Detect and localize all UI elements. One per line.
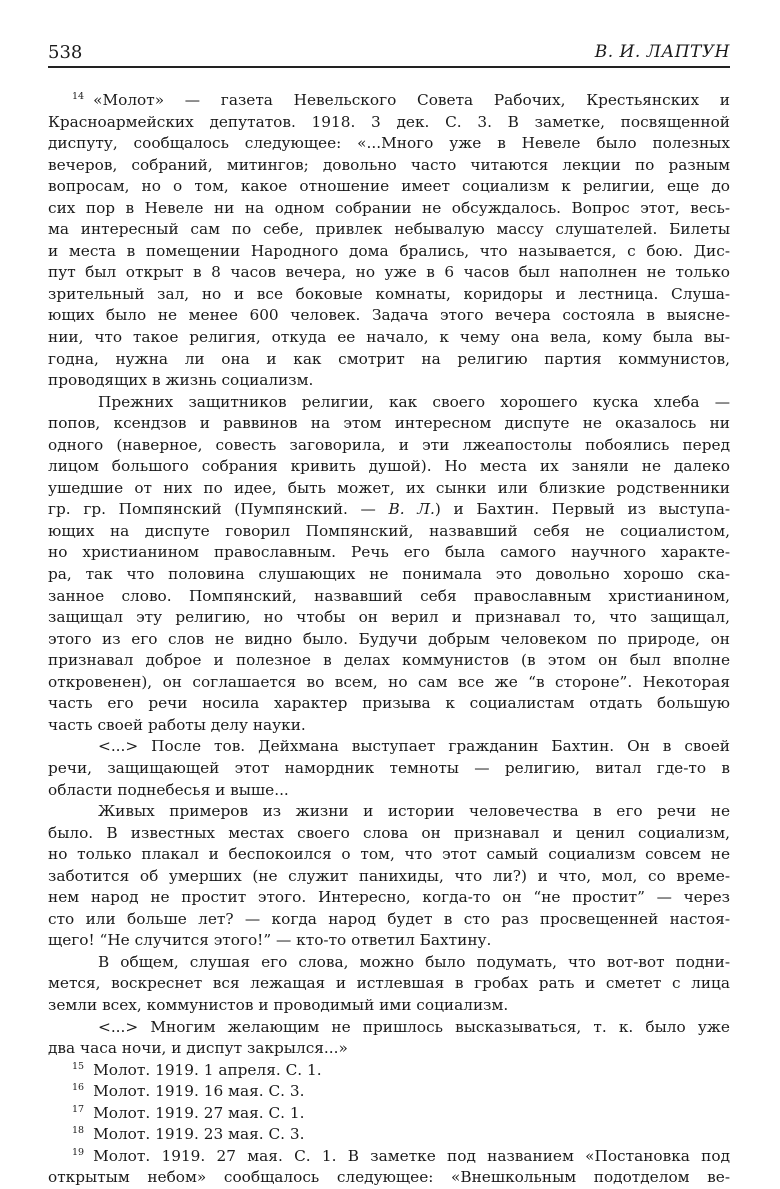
paragraph-line: речи, защищающей этот намордник темноты — религию, витал где-то в: [48, 758, 730, 777]
footnote-line: пут был открыт в 8 часов вечера, но уже в 6 часов был наполнен не только: [48, 263, 730, 282]
editor-initials: В. Л.: [388, 500, 435, 519]
paragraph-line: но только плакал и беспокоился о том, что этот самый социализм совсем не: [48, 845, 730, 864]
footnote-number: 14: [72, 91, 85, 102]
paragraph-line: признавал доброе и полезное в делах коммунистов (в этом он был вполне: [48, 651, 730, 670]
paragraph-line: занное слово. Помпянский, назвавший себя православным христианином,: [48, 586, 730, 605]
paragraph-line: ра, так что половина слушающих не понимала это довольно хорошо ска-: [48, 565, 730, 584]
running-head: В. И. ЛАПТУН: [594, 42, 730, 62]
paragraph-line: <...> После тов. Дейхмана выступает гражданин Бахтин. Он в своей: [98, 737, 730, 756]
paragraph-line: этого из его слов не видно было. Будучи добрым человеком по природе, он: [48, 629, 730, 648]
quote-paragraph: [48, 392, 730, 737]
paragraph-line: два часа ночи, и диспут закрылся...»: [48, 1039, 348, 1058]
paragraph-line: области поднебесья и выше...: [48, 780, 289, 799]
paragraph-line: сто или больше лет? — когда народ будет в сто раз просвещенней настоя-: [48, 909, 730, 928]
page-number: 538: [48, 42, 83, 63]
footnote-line: нии, что такое религия, откуда ее начало, к чему она вела, кому была вы-: [48, 328, 730, 347]
paragraph-line: земли всех, коммунистов и проводимый ими социализм.: [48, 995, 509, 1014]
quote-paragraph: [48, 801, 730, 952]
footnote-line: ма интересный сам по себе, привлек небывалую массу слушателей. Билеты: [48, 220, 730, 239]
footnote-15: $^{15}$ Молот. 1919. 1 апреля. С. 1.: [72, 1060, 322, 1079]
paragraph-line: попов, ксендзов и раввинов на этом интересном диспуте не оказалось ни: [48, 414, 730, 433]
paragraph-line: часть его речи носила характер призыва к социалистам отдать большую: [48, 694, 730, 713]
footnote-line: $^{14}$ «Молот» — газета Невельского Совета Рабочих, Крестьянских и: [72, 91, 730, 109]
paragraph-line: защищал эту религию, но чтобы он верил и признавал то, что защищал,: [48, 608, 730, 627]
footnote-number: 19: [72, 1146, 85, 1158]
footnote-18: $^{18}$ Молот. 1919. 23 мая. С. 3.: [72, 1125, 305, 1144]
footnote-line: проводящих в жизнь социализм.: [48, 371, 314, 390]
footnote-line: Красноармейских депутатов. 1918. 3 дек. С. 3. В заметке, посвященной: [48, 112, 730, 131]
paragraph-line: заботится об умерших (не служит панихиды, что ли?) и что, мол, со време-: [48, 866, 730, 885]
footnote-14: [48, 90, 730, 1060]
footnote-number: 17: [72, 1103, 85, 1115]
quote-paragraph: [48, 1017, 730, 1060]
footnote-number: 16: [72, 1082, 85, 1094]
paragraph-line: Живых примеров из жизни и истории человечества в его речи не: [98, 802, 730, 821]
footnote-19: [48, 1146, 730, 1189]
paragraph-line: щего! “Не случится этого!” — кто-то ответил Бахтину.: [48, 931, 492, 950]
paragraph-line: часть своей работы делу науки.: [48, 715, 306, 734]
footnote-line: вопросам, но о том, какое отношение имеет социализм к религии, еще до: [48, 177, 730, 196]
quote-paragraph: [48, 952, 730, 1017]
footnote-line: сих пор в Невеле ни на одном собрании не обсуждалось. Вопрос этот, весь-: [48, 198, 730, 217]
footnote-line: ющих было не менее 600 человек. Задача этого вечера состояла в выясне-: [48, 306, 730, 325]
footnote-16: $^{16}$ Молот. 1919. 16 мая. С. 3.: [72, 1082, 305, 1101]
page-header: [48, 40, 730, 68]
footnote-number: 15: [72, 1060, 85, 1072]
footnotes-body: [48, 90, 730, 1189]
footnote-line: диспуту, сообщалось следующее: «...Много уже в Невеле было полезных: [48, 134, 730, 153]
paragraph-line: лицом большого собрания кривить душой). Но места их заняли не далеко: [48, 457, 730, 476]
footnote-17: $^{17}$ Молот. 1919. 27 мая. С. 1.: [72, 1103, 305, 1122]
paragraph-line: было. В известных местах своего слова он признавал и ценил социализм,: [48, 823, 730, 842]
footnote-line: и места в помещении Народного дома брались, что называется, с бою. Дис-: [48, 241, 730, 260]
quote-paragraph: [48, 736, 730, 801]
paragraph-line: ушедшие от них по идее, быть может, их сынки или близкие родственники: [48, 478, 730, 497]
paragraph-line: гр. гр. Помпянский (Пумпянский. — В. Л.) и Бахтин. Первый из выступа-: [48, 500, 731, 519]
paragraph-line: В общем, слушая его слова, можно было подумать, что вот-вот подни-: [98, 952, 730, 971]
paragraph-line: откровенен), он соглашается во всем, но сам все же “в стороне”. Некоторая: [48, 672, 730, 691]
footnote-number: 18: [72, 1125, 85, 1137]
footnote-line: вечеров, собраний, митингов; довольно часто читаются лекции по разным: [48, 155, 730, 174]
paragraph-line: Прежних защитников религии, как своего хорошего куска хлеба —: [98, 392, 730, 411]
paragraph-line: но христианином православным. Речь его была самого научного характе-: [48, 543, 730, 562]
paragraph-line: <...> Многим желающим не пришлось высказываться, т. к. было уже: [98, 1017, 730, 1036]
paragraph-line: одного (наверное, совесть заговорила, и эти лжеапостолы побоялись перед: [48, 435, 730, 454]
paragraph-line: ющих на диспуте говорил Помпянский, назвавший себя не социалистом,: [48, 521, 730, 540]
paragraph-line: мется, воскреснет вся лежащая и истлевшая в гробах рать и сметет с лица: [48, 974, 730, 993]
footnote-line: $^{19}$ Молот. 1919. 27 мая. С. 1. В заметке под названием «Постановка под: [72, 1146, 730, 1165]
footnote-line: годна, нужна ли она и как смотрит на религию партия коммунистов,: [48, 349, 730, 368]
paragraph-line: нем народ не простит этого. Интересно, когда-то он “не простит” — через: [48, 888, 730, 907]
footnote-line: открытым небом» сообщалось следующее: «Внешкольным подотделом ве-: [48, 1168, 730, 1187]
footnote-line: зрительный зал, но и все боковые комнаты, коридоры и лестница. Слуша-: [48, 284, 730, 303]
